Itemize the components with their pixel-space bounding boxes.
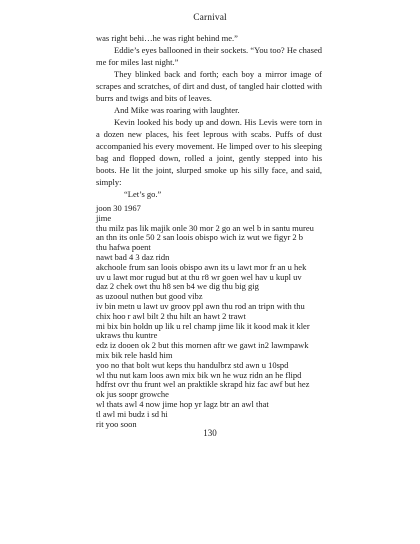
letter-salutation: jime: [96, 212, 112, 223]
letter-line: chix hoo r awl bilt 2 thu hilt an hawt 2 trawt: [96, 310, 246, 321]
running-head: Carnival: [193, 13, 227, 23]
letter-line: edz iz dooen ok 2 but this mornen aftr we gawt in2 lawmpawk: [96, 340, 309, 351]
letter-line: thu hafwa poent: [96, 242, 151, 253]
narrative-paragraph: “Let’s go.”: [124, 189, 162, 199]
letter-line: thu milz pas lik majik onle 30 mor 2 go an wel b in santu mureu: [96, 222, 314, 233]
letter-line: akchoole frum san loois obispo awn its u lawt mor fr an u hek: [96, 261, 307, 272]
letter-line: tl awl mi budz i sd hi: [96, 408, 168, 419]
letter-line: ukraws thu kuntre: [96, 330, 158, 341]
narrative-text: [96, 32, 322, 200]
narrative-paragraph: was right behi…he was right behind me.”: [96, 33, 238, 43]
letter-line: as uzooul nuthen but good vibz: [96, 291, 203, 302]
letter-block: [96, 204, 328, 429]
letter-line: mi bix bin holdn up lik u rel champ jime lik it kood mak it kler: [96, 320, 310, 331]
letter-date: joon 30 1967: [96, 203, 141, 213]
letter-line: ok jus soopr growche: [96, 389, 169, 400]
narrative-paragraph: Kevin looked his body up and down. His Levis were torn in a dozen new places, his feet leprous with scabs. Puffs of dust accompanied his every movement. He limped over to his sleeping bag and flopped down, rolled a joint, gently stepped into his boots. He lit the joint, slurped smoke up his silly face, and said, simply:: [96, 117, 322, 187]
narrative-paragraph: They blinked back and forth; each boy a mirror image of scrapes and scratches, of dirt and dust, of tangled hair clotted with burrs and twigs and bits of leaves.: [96, 69, 322, 103]
narrative-paragraph: And Mike was roaring with laughter.: [114, 105, 240, 115]
letter-line: yoo no that bolt wut keps thu handulbrz std awn u 10spd: [96, 359, 289, 370]
letter-line: mix bik rele hasld him: [96, 349, 173, 360]
letter-line: daz 2 chek owt thu h8 sen b4 we dig thu big gig: [96, 281, 259, 292]
letter-line: nawt bad 4 3 daz ridn: [96, 251, 170, 262]
page-number: 130: [203, 428, 217, 438]
letter-line: wl thats awl 4 now jime hop yr lagz btr an awl that: [96, 398, 269, 409]
letter-line: uv u lawt mor rugud but at thu r8 wr goen wel hav u kupl uv: [96, 271, 302, 282]
letter-line: wl thu nut kam loos awn mix bik wn he wuz ridn an he flipd: [96, 369, 302, 380]
letter-signoff: rit yoo soon: [96, 418, 137, 429]
narrative-paragraph: Eddie’s eyes ballooned in their sockets. “You too? He chased me for miles last night.”: [96, 45, 322, 67]
letter-line: iv bin metn u lawt uv groov ppl awn thu rod an tripn with thu: [96, 300, 305, 311]
letter-line: an thn its onle 50 2 san loois obispo wich iz wut we figyr 2 b: [96, 232, 304, 243]
letter-line: hdfrst ovr thu frunt wel an praktikle skrapd hiz fac awf but hez: [96, 379, 310, 390]
